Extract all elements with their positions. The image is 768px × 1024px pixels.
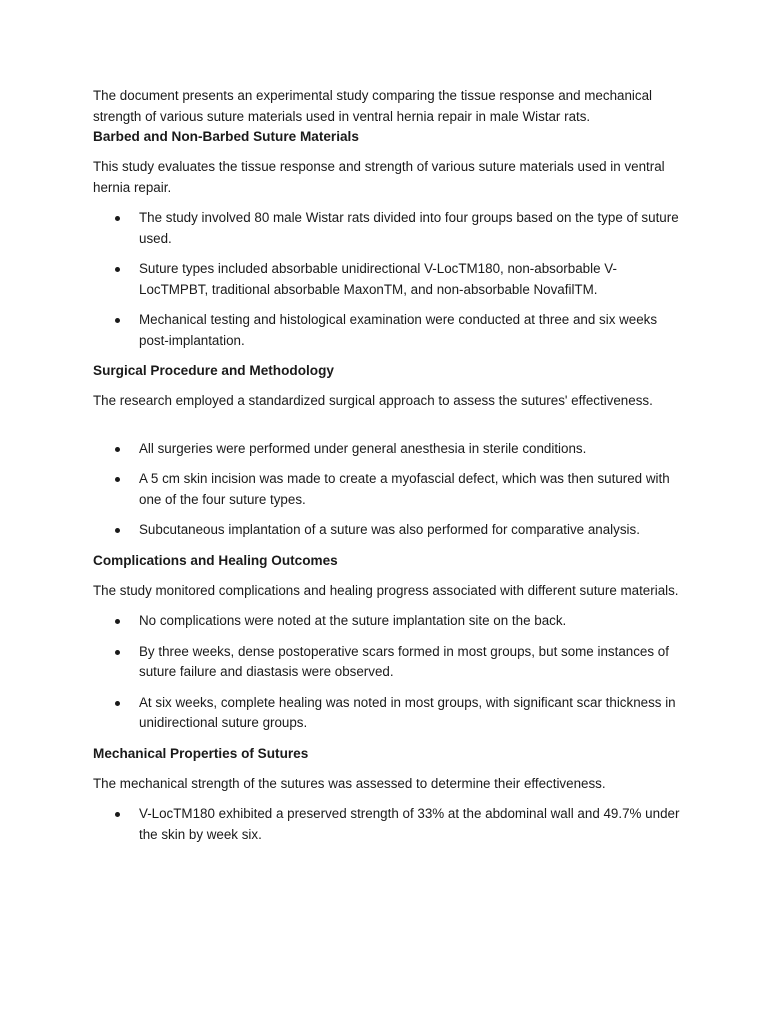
list-item: V-LocTM180 exhibited a preserved strength of 33% at the abdominal wall and 49.7% under the skin by week six. (93, 804, 683, 845)
section-intro-complications: The study monitored complications and healing progress associated with different suture materials. (93, 582, 679, 598)
list-item: Mechanical testing and histological examination were conducted at three and six weeks post-implantation. (93, 310, 683, 351)
section-intro-mechanical-properties: The mechanical strength of the sutures was assessed to determine their effectiveness. (93, 775, 606, 791)
list-item: No complications were noted at the suture implantation site on the back. (93, 611, 683, 632)
section-heading-surgical-procedure: Surgical Procedure and Methodology (93, 363, 334, 378)
section-intro-suture-materials: This study evaluates the tissue response and strength of various suture materials used in ventral hernia repair. (93, 159, 665, 195)
bullet-icon (115, 267, 120, 272)
list-item: Subcutaneous implantation of a suture was also performed for comparative analysis. (93, 520, 683, 541)
list-item: All surgeries were performed under general anesthesia in sterile conditions. (93, 439, 683, 460)
document-page (93, 86, 683, 855)
list-item: A 5 cm skin incision was made to create a myofascial defect, which was then sutured with one of the four suture types. (93, 469, 683, 510)
section-intro-surgical-procedure: The research employed a standardized surgical approach to assess the sutures' effectiveness. (93, 393, 653, 408)
bullet-icon (115, 650, 120, 655)
bullet-icon (115, 528, 120, 533)
bullet-list-suture-materials (93, 208, 683, 351)
bullet-icon (115, 318, 120, 323)
document-intro: The document presents an experimental study comparing the tissue response and mechanical strength of various suture materials used in ventral hernia repair in male Wistar rats. (93, 88, 653, 124)
bullet-list-mechanical-properties (93, 804, 683, 845)
section-heading-suture-materials: Barbed and Non-Barbed Suture Materials (93, 129, 359, 144)
list-item: At six weeks, complete healing was noted in most groups, with significant scar thickness in unidirectional suture groups. (93, 693, 683, 734)
list-item: Suture types included absorbable unidirectional V-LocTM180, non-absorbable V-LocTMPBT, traditional absorbable MaxonTM, and non-absorbable NovafilTM. (93, 259, 683, 300)
section-heading-mechanical-properties: Mechanical Properties of Sutures (93, 745, 309, 761)
bullet-icon (115, 619, 120, 624)
section-heading-complications: Complications and Healing Outcomes (93, 552, 338, 568)
bullet-icon (115, 701, 120, 706)
bullet-list-complications (93, 611, 683, 734)
bullet-list-surgical-procedure (93, 439, 683, 541)
list-item: The study involved 80 male Wistar rats divided into four groups based on the type of suture used. (93, 208, 683, 249)
bullet-icon (115, 812, 120, 817)
bullet-icon (115, 447, 120, 452)
list-item: By three weeks, dense postoperative scars formed in most groups, but some instances of suture failure and diastasis were observed. (93, 642, 683, 683)
bullet-icon (115, 477, 120, 482)
bullet-icon (115, 216, 120, 221)
